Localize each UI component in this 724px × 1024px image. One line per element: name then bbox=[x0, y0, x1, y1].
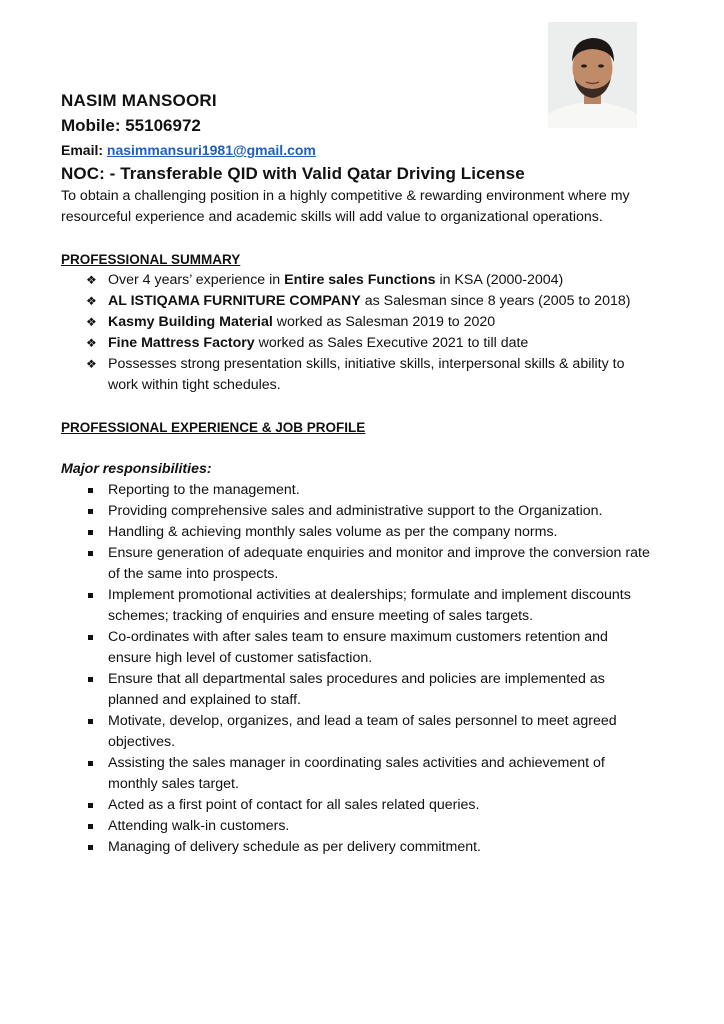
summary-item-text: as Salesman since 8 years (2005 to 2018) bbox=[360, 293, 631, 309]
summary-item-highlight: AL ISTIQAMA FURNITURE COMPANY bbox=[108, 293, 361, 309]
responsibility-text: Reporting to the management. bbox=[108, 482, 300, 498]
summary-heading: PROFESSIONAL SUMMARY bbox=[61, 252, 241, 267]
experience-heading: PROFESSIONAL EXPERIENCE & JOB PROFILE bbox=[61, 420, 366, 435]
diamond-bullet-icon: ❖ bbox=[86, 336, 97, 350]
summary-item bbox=[61, 270, 651, 291]
square-bullet-icon bbox=[88, 530, 93, 535]
responsibility-text: Motivate, develop, organizes, and lead a team of sales personnel to meet agreed objectives. bbox=[108, 713, 617, 750]
square-bullet-icon bbox=[88, 635, 93, 640]
responsibility-text: Assisting the sales manager in coordinating sales activities and achievement of monthly sales target. bbox=[108, 755, 605, 792]
square-bullet-icon bbox=[88, 845, 93, 850]
square-bullet-icon bbox=[88, 824, 93, 829]
resume-content bbox=[61, 88, 651, 858]
summary-item bbox=[61, 312, 651, 333]
responsibility-text: Providing comprehensive sales and administrative support to the Organization. bbox=[108, 503, 603, 519]
responsibility-text: Attending walk-in customers. bbox=[108, 818, 290, 834]
diamond-bullet-icon: ❖ bbox=[86, 315, 97, 329]
email-label: Email: bbox=[61, 142, 107, 158]
square-bullet-icon bbox=[88, 593, 93, 598]
noc-line: NOC: - Transferable QID with Valid Qatar Driving License bbox=[61, 164, 525, 183]
responsibility-text: Managing of delivery schedule as per delivery commitment. bbox=[108, 839, 481, 855]
responsibility-item bbox=[61, 480, 651, 501]
responsibility-item bbox=[61, 585, 651, 627]
mobile-number: Mobile: 55106972 bbox=[61, 116, 201, 135]
summary-item-text: Possesses strong presentation skills, initiative skills, interpersonal skills & ability to work within tight schedules. bbox=[108, 356, 625, 393]
diamond-bullet-icon: ❖ bbox=[86, 294, 97, 308]
responsibility-text: Handling & achieving monthly sales volume as per the company norms. bbox=[108, 524, 558, 540]
square-bullet-icon bbox=[88, 551, 93, 556]
summary-item bbox=[61, 291, 651, 312]
responsibility-item bbox=[61, 522, 651, 543]
square-bullet-icon bbox=[88, 509, 93, 514]
email-line bbox=[61, 138, 651, 162]
diamond-bullet-icon: ❖ bbox=[86, 357, 97, 371]
responsibility-item bbox=[61, 816, 651, 837]
summary-item-highlight: Entire sales Functions bbox=[284, 272, 436, 288]
responsibility-item bbox=[61, 711, 651, 753]
responsibility-item bbox=[61, 669, 651, 711]
summary-item bbox=[61, 354, 651, 396]
summary-item-highlight: Kasmy Building Material bbox=[108, 314, 273, 330]
responsibility-item bbox=[61, 501, 651, 522]
square-bullet-icon bbox=[88, 719, 93, 724]
responsibility-item bbox=[61, 627, 651, 669]
square-bullet-icon bbox=[88, 761, 93, 766]
responsibility-text: Ensure that all departmental sales procedures and policies are implemented as planned and explained to staff. bbox=[108, 671, 605, 708]
responsibility-item bbox=[61, 795, 651, 816]
objective-text: To obtain a challenging position in a highly competitive & rewarding environment where my resourceful experience and academic skills will add value to organizational operations. bbox=[61, 188, 630, 225]
responsibility-text: Acted as a first point of contact for all sales related queries. bbox=[108, 797, 480, 813]
summary-list bbox=[61, 270, 651, 396]
diamond-bullet-icon: ❖ bbox=[86, 273, 97, 287]
square-bullet-icon bbox=[88, 488, 93, 493]
summary-item-highlight: Fine Mattress Factory bbox=[108, 335, 255, 351]
responsibilities-subheading: Major responsibilities: bbox=[61, 461, 212, 477]
responsibility-text: Ensure generation of adequate enquiries and monitor and improve the conversion rate of the same into prospects. bbox=[108, 545, 650, 582]
responsibility-text: Co-ordinates with after sales team to ensure maximum customers retention and ensure high level of customer satisfaction. bbox=[108, 629, 608, 666]
responsibility-item bbox=[61, 837, 651, 858]
square-bullet-icon bbox=[88, 803, 93, 808]
responsibility-text: Implement promotional activities at dealerships; formulate and implement discounts schemes; tracking of enquiries and ensure meeting of sales targets. bbox=[108, 587, 631, 624]
summary-item-text: Over 4 years’ experience in bbox=[108, 272, 285, 288]
candidate-name: NASIM MANSOORI bbox=[61, 91, 217, 110]
summary-item-text: worked as Sales Executive 2021 to till date bbox=[254, 335, 529, 351]
square-bullet-icon bbox=[88, 677, 93, 682]
responsibility-item bbox=[61, 753, 651, 795]
responsibilities-list bbox=[61, 480, 651, 858]
email-link[interactable]: nasimmansuri1981@gmail.com bbox=[106, 142, 316, 158]
summary-item bbox=[61, 333, 651, 354]
summary-item-text: in KSA (2000-2004) bbox=[435, 272, 564, 288]
responsibility-item bbox=[61, 543, 651, 585]
summary-item-text: worked as Salesman 2019 to 2020 bbox=[272, 314, 496, 330]
